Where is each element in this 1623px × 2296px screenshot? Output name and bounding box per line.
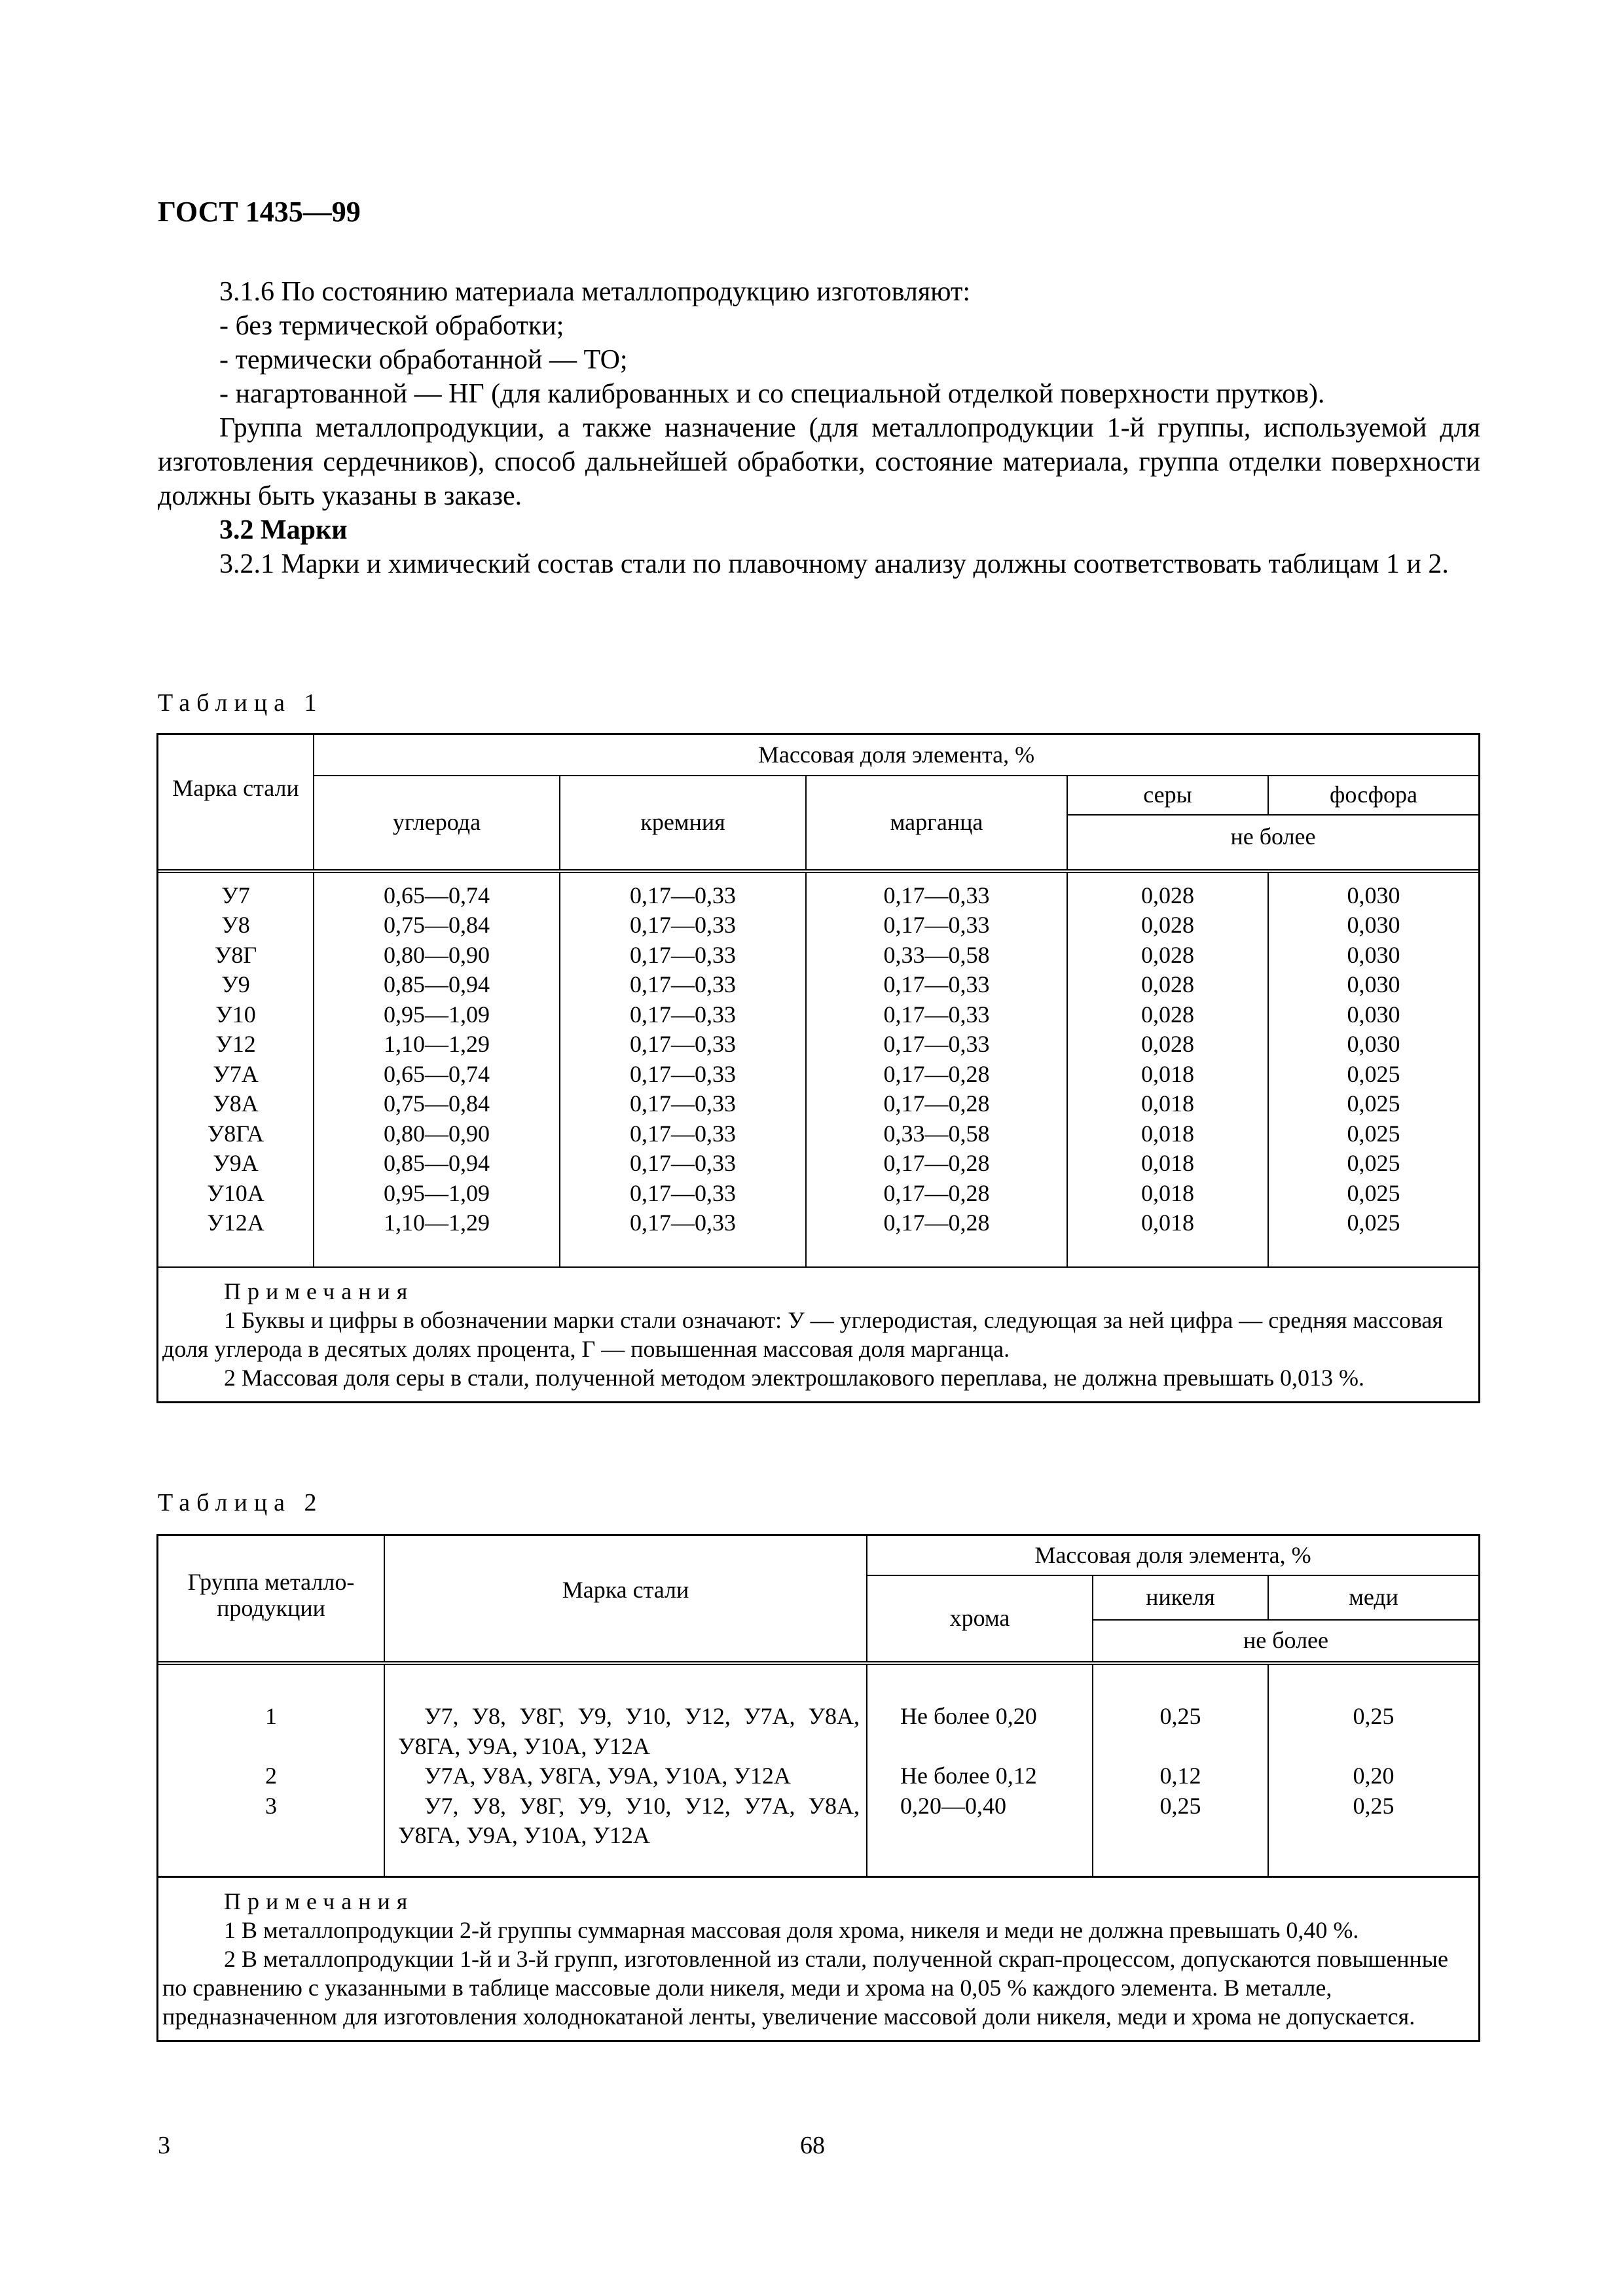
table-cell: 0,018 — [1067, 1089, 1268, 1119]
table-cell: 0,030 — [1268, 1030, 1478, 1060]
table-row — [158, 970, 1478, 1000]
table-cell: У8А — [158, 1089, 314, 1119]
table-cell: 0,85—0,94 — [314, 1149, 560, 1179]
table-cell: 0,030 — [1268, 871, 1478, 910]
table-cell: 0,018 — [1067, 1179, 1268, 1209]
table-cell: 0,33—0,58 — [806, 941, 1067, 971]
header-grade: Марка стали — [384, 1536, 867, 1663]
paragraph: 3.1.6 По состоянию материала металлопродукцию изготовляют: — [219, 277, 971, 307]
table-cell: 0,025 — [1268, 1089, 1478, 1119]
table2-label: Таблица 2 — [158, 1489, 323, 1516]
table-cell: 0,17—0,33 — [560, 1030, 806, 1060]
table-cell: 0,80—0,90 — [314, 1119, 560, 1149]
table-row — [158, 910, 1478, 941]
table-cell: 0,030 — [1268, 941, 1478, 971]
table-cell: 0,17—0,33 — [806, 910, 1067, 941]
notes-title: Примечания — [224, 1278, 414, 1304]
table-cell: 0,17—0,33 — [806, 871, 1067, 910]
header-col: марганца — [806, 776, 1067, 871]
list-item: - нагартованной — НГ (для калиброванных и со специальной отделкой поверхности прутков). — [219, 379, 1325, 409]
table-cell: 2 — [158, 1761, 384, 1791]
table1-label: Таблица 1 — [158, 689, 323, 717]
table-row — [158, 1030, 1478, 1060]
notes-title: Примечания — [224, 1888, 414, 1914]
header-grade: Марка стали — [158, 735, 314, 871]
table-cell: 0,12 — [1093, 1761, 1268, 1791]
table-cell: 0,028 — [1067, 1000, 1268, 1030]
table-cell: У10 — [158, 1000, 314, 1030]
header-col: фосфора — [1268, 776, 1478, 815]
table-cell: 0,025 — [1268, 1208, 1478, 1238]
table-row — [158, 1149, 1478, 1179]
table-row — [158, 1119, 1478, 1149]
page-number: 68 — [800, 2132, 825, 2159]
document-header: ГОСТ 1435—99 — [158, 196, 361, 228]
table-cell: 0,17—0,28 — [806, 1208, 1067, 1238]
header-max: не более — [1067, 815, 1478, 871]
note: 2 Массовая доля серы в стали, полученной методом электрошлакового переплава, не должна превышать 0,013 %. — [224, 1364, 1364, 1391]
table-cell: 0,25 — [1093, 1791, 1268, 1851]
table2-notes — [158, 1877, 1478, 2041]
table-row — [158, 871, 1478, 910]
table-cell: 0,17—0,28 — [806, 1089, 1067, 1119]
header-max: не более — [1093, 1620, 1478, 1663]
table1 — [156, 733, 1480, 1403]
table-cell: 0,17—0,33 — [560, 910, 806, 941]
table-cell: 0,17—0,33 — [560, 970, 806, 1000]
table-cell: У7, У8, У8Г, У9, У10, У12, У7А, У8А, У8ГА, У9А, У10А, У12А — [384, 1663, 867, 1761]
table-cell: 0,030 — [1268, 1000, 1478, 1030]
table-cell: 1,10—1,29 — [314, 1030, 560, 1060]
table-cell: 1,10—1,29 — [314, 1208, 560, 1238]
table-cell: Не более 0,12 — [867, 1761, 1093, 1791]
table-cell: 0,17—0,33 — [560, 871, 806, 910]
header-col: серы — [1067, 776, 1268, 815]
table-cell: 0,17—0,28 — [806, 1179, 1067, 1209]
table-cell: У7А, У8А, У8ГА, У9А, У10А, У12А — [384, 1761, 867, 1791]
table-cell: 0,65—0,74 — [314, 871, 560, 910]
table-row — [158, 941, 1478, 971]
table-row — [158, 1663, 1478, 1761]
table-cell: 0,25 — [1268, 1791, 1478, 1851]
table-cell: 0,20—0,40 — [867, 1791, 1093, 1851]
table-cell: 0,25 — [1268, 1663, 1478, 1761]
table-cell: 0,025 — [1268, 1060, 1478, 1090]
header-group: Группа металло-продукции — [158, 1536, 384, 1663]
table-cell: 0,025 — [1268, 1119, 1478, 1149]
table-cell: У12 — [158, 1030, 314, 1060]
table-cell: 0,17—0,33 — [560, 1089, 806, 1119]
table-cell: У7 — [158, 871, 314, 910]
header-mass: Массовая доля элемента, % — [314, 735, 1478, 776]
table-cell: 0,33—0,58 — [806, 1119, 1067, 1149]
table-cell: 0,17—0,33 — [560, 1149, 806, 1179]
table-cell: 0,028 — [1067, 910, 1268, 941]
table-cell: 0,028 — [1067, 871, 1268, 910]
table-cell: 0,95—1,09 — [314, 1179, 560, 1209]
list-item: - без термической обработки; — [219, 311, 564, 341]
header-col: хрома — [867, 1575, 1093, 1663]
paragraph: 3.2.1 Марки и химический состав стали по плавочному анализу должны соответствовать таблицам 1 и 2. — [219, 549, 1449, 579]
table-cell: У9 — [158, 970, 314, 1000]
table-cell: 0,018 — [1067, 1060, 1268, 1090]
table-cell: 0,028 — [1067, 1030, 1268, 1060]
table-cell: 0,018 — [1067, 1149, 1268, 1179]
table-cell: У8ГА — [158, 1119, 314, 1149]
paragraph: Группа металлопродукции, а также назначение (для металлопродукции 1-й группы, используемой для изготовления сердечников), способ дальнейшей обработки, состояние материала, группа отделки поверхности должны быть указаны в заказе. — [158, 413, 1480, 511]
table-cell: У10А — [158, 1179, 314, 1209]
body-text — [158, 275, 1480, 581]
table-cell: У8Г — [158, 941, 314, 971]
table-cell: 0,17—0,28 — [806, 1149, 1067, 1179]
table-cell: У12А — [158, 1208, 314, 1238]
table-cell: 0,25 — [1093, 1663, 1268, 1761]
table-cell: 0,028 — [1067, 941, 1268, 971]
table-row — [158, 1179, 1478, 1209]
table1-notes — [158, 1267, 1478, 1401]
table-cell: 0,17—0,33 — [806, 970, 1067, 1000]
table-cell: 0,018 — [1067, 1208, 1268, 1238]
list-item: - термически обработанной — ТО; — [219, 345, 628, 375]
table-row — [158, 1060, 1478, 1090]
header-mass: Массовая доля элемента, % — [867, 1536, 1478, 1575]
table-cell: У7, У8, У8Г, У9, У10, У12, У7А, У8А, У8ГА, У9А, У10А, У12А — [384, 1791, 867, 1851]
header-col: углерода — [314, 776, 560, 871]
table-row — [158, 1791, 1478, 1851]
table-cell: 0,17—0,33 — [560, 1000, 806, 1030]
table-cell: 0,17—0,33 — [806, 1030, 1067, 1060]
header-col: никеля — [1093, 1575, 1268, 1620]
table-cell: 0,025 — [1268, 1149, 1478, 1179]
table2 — [156, 1534, 1480, 2042]
table-cell: 0,17—0,33 — [560, 941, 806, 971]
table-cell: 1 — [158, 1663, 384, 1761]
table-cell: У7А — [158, 1060, 314, 1090]
note: 2 В металлопродукции 1-й и 3-й групп, изготовленной из стали, полученной скрап-процессом, допускаются повышенные по сравнению с указанными в таблице массовые доли никеля, меди и хрома на 0,05 % каждого элемента. В металле, предназначенном для изготовления холоднокатаной ленты, увеличение массовой доли никеля, меди и хрома не допускается. — [162, 1946, 1448, 2030]
table-row — [158, 1208, 1478, 1238]
note: 1 Буквы и цифры в обозначении марки стали означают: У — углеродистая, следующая за ней цифра — средняя массовая доля углерода в десятых долях процента, Г — повышенная массовая доля марганца. — [162, 1306, 1443, 1362]
table-row — [158, 1761, 1478, 1791]
table-cell: 0,028 — [1067, 970, 1268, 1000]
table-cell: 0,80—0,90 — [314, 941, 560, 971]
table-cell: 0,17—0,28 — [806, 1060, 1067, 1090]
table-row — [158, 1089, 1478, 1119]
footer-left: 3 — [158, 2132, 170, 2159]
table-cell: 3 — [158, 1791, 384, 1851]
section-heading: 3.2 Марки — [219, 515, 348, 545]
table-cell: 0,75—0,84 — [314, 1089, 560, 1119]
header-col: кремния — [560, 776, 806, 871]
table-row — [158, 1000, 1478, 1030]
table-cell: 0,95—1,09 — [314, 1000, 560, 1030]
table-cell: 0,65—0,74 — [314, 1060, 560, 1090]
table-cell: 0,20 — [1268, 1761, 1478, 1791]
table-cell: 0,85—0,94 — [314, 970, 560, 1000]
table-cell: 0,17—0,33 — [560, 1208, 806, 1238]
table-cell: 0,030 — [1268, 970, 1478, 1000]
note: 1 В металлопродукции 2-й группы суммарная массовая доля хрома, никеля и меди не должна превышать 0,40 %. — [224, 1917, 1359, 1943]
table-cell: 0,018 — [1067, 1119, 1268, 1149]
table-cell: 0,17—0,33 — [560, 1119, 806, 1149]
table-cell: 0,17—0,33 — [560, 1060, 806, 1090]
header-col: меди — [1268, 1575, 1478, 1620]
table-cell: 0,030 — [1268, 910, 1478, 941]
table-cell: 0,17—0,33 — [806, 1000, 1067, 1030]
table-cell: У9А — [158, 1149, 314, 1179]
table-cell: У8 — [158, 910, 314, 941]
table-cell: 0,17—0,33 — [560, 1179, 806, 1209]
table-cell: 0,025 — [1268, 1179, 1478, 1209]
table-cell: Не более 0,20 — [867, 1663, 1093, 1761]
table-cell: 0,75—0,84 — [314, 910, 560, 941]
